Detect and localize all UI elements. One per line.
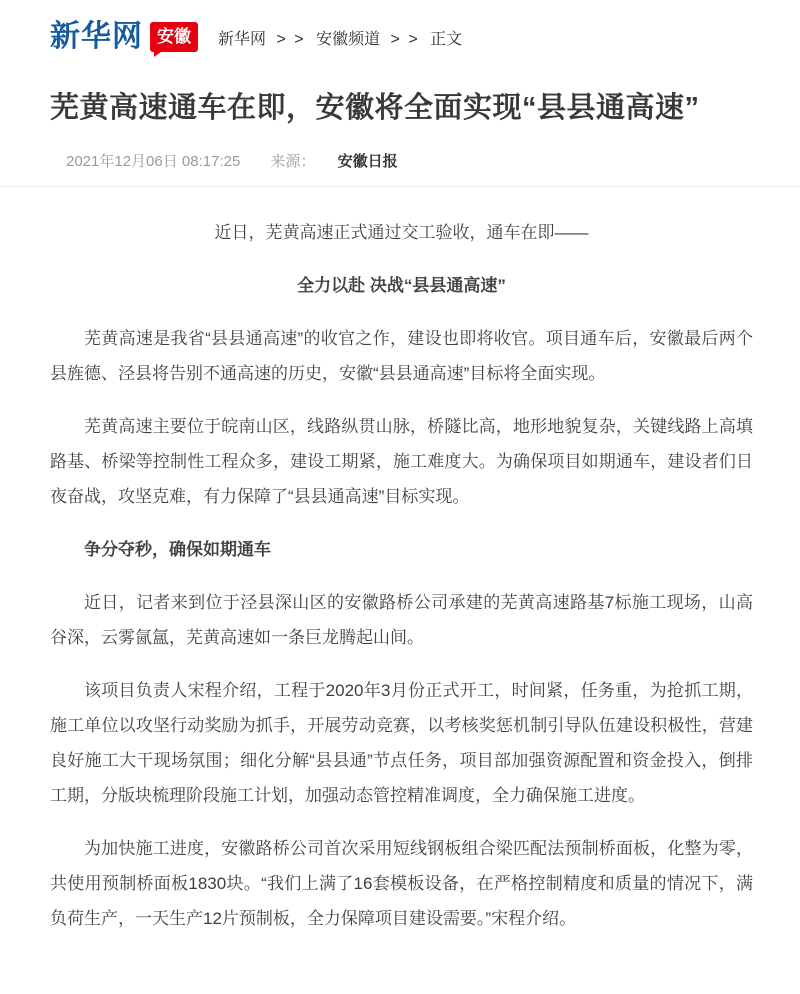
site-header	[0, 0, 800, 58]
article-meta	[50, 150, 750, 171]
source-name: 安徽日报	[337, 152, 398, 170]
paragraph: 为加快施工进度，安徽路桥公司首次采用短线钢板组合梁匹配法预制桥面板，化整为零，共使用预制桥面板1830块。“我们上满了16套模板设备，在严格控制精度和质量的情况下，满负荷生产，一天生产12片预制板，全力保障项目建设需要。”宋程介绍。	[50, 838, 753, 928]
paragraph-lede: 近日，芜黄高速正式通过交工验收，通车在即——	[214, 222, 589, 242]
paragraph: 芜黄高速是我省“县县通高速”的收官之作，建设也即将收官。项目通车后，安徽最后两个县旌德、泾县将告别不通高速的历史，安徽“县县通高速”目标将全面实现。	[50, 328, 753, 383]
breadcrumb-current: 正文	[430, 30, 463, 48]
section-subhead: 争分夺秒，确保如期通车	[84, 539, 271, 559]
paragraph-slogan: 全力以赴 决战“县县通高速”	[297, 275, 506, 295]
source-label: 来源：	[270, 152, 316, 170]
paragraph: 近日，记者来到位于泾县深山区的安徽路桥公司承建的芜黄高速路基7标施工现场，山高谷深，云雾氤氲，芜黄高速如一条巨龙腾起山间。	[50, 592, 753, 647]
paragraph: 芜黄高速主要位于皖南山区，线路纵贯山脉，桥隧比高，地形地貌复杂，关键线路上高填路基、桥梁等控制性工程众多，建设工期紧，施工难度大。为确保项目如期通车，建设者们日夜奋战，攻坚克难，有力保障了“县县通高速”目标实现。	[50, 416, 753, 506]
breadcrumb	[218, 26, 462, 49]
breadcrumb-separator: > >	[276, 30, 306, 48]
article-title: 芜黄高速通车在即，安徽将全面实现“县县通高速”	[50, 92, 700, 124]
breadcrumb-channel-link[interactable]: 安徽频道	[316, 30, 381, 48]
breadcrumb-separator: > >	[390, 30, 420, 48]
paragraph: 该项目负责人宋程介绍，工程于2020年3月份正式开工，时间紧，任务重，为抢抓工期，施工单位以攻坚行动奖励为抓手，开展劳动竞赛，以考核奖惩机制引导队伍建设积极性，营建良好施工大干现场氛围；细化分解“县县通”节点任务，项目部加强资源配置和资金投入，倒排工期，分版块梳理阶段施工计划，加强动态管控精准调度，全力确保施工进度。	[50, 680, 753, 805]
breadcrumb-home-link[interactable]: 新华网	[218, 30, 267, 48]
article-body	[0, 187, 800, 994]
region-badge: 安徽	[150, 22, 198, 52]
publish-date: 2021年12月06日 08:17:25	[66, 152, 241, 170]
xinhuanet-logo-text: 新华网	[50, 20, 143, 53]
xinhuanet-logo[interactable]	[50, 22, 198, 52]
